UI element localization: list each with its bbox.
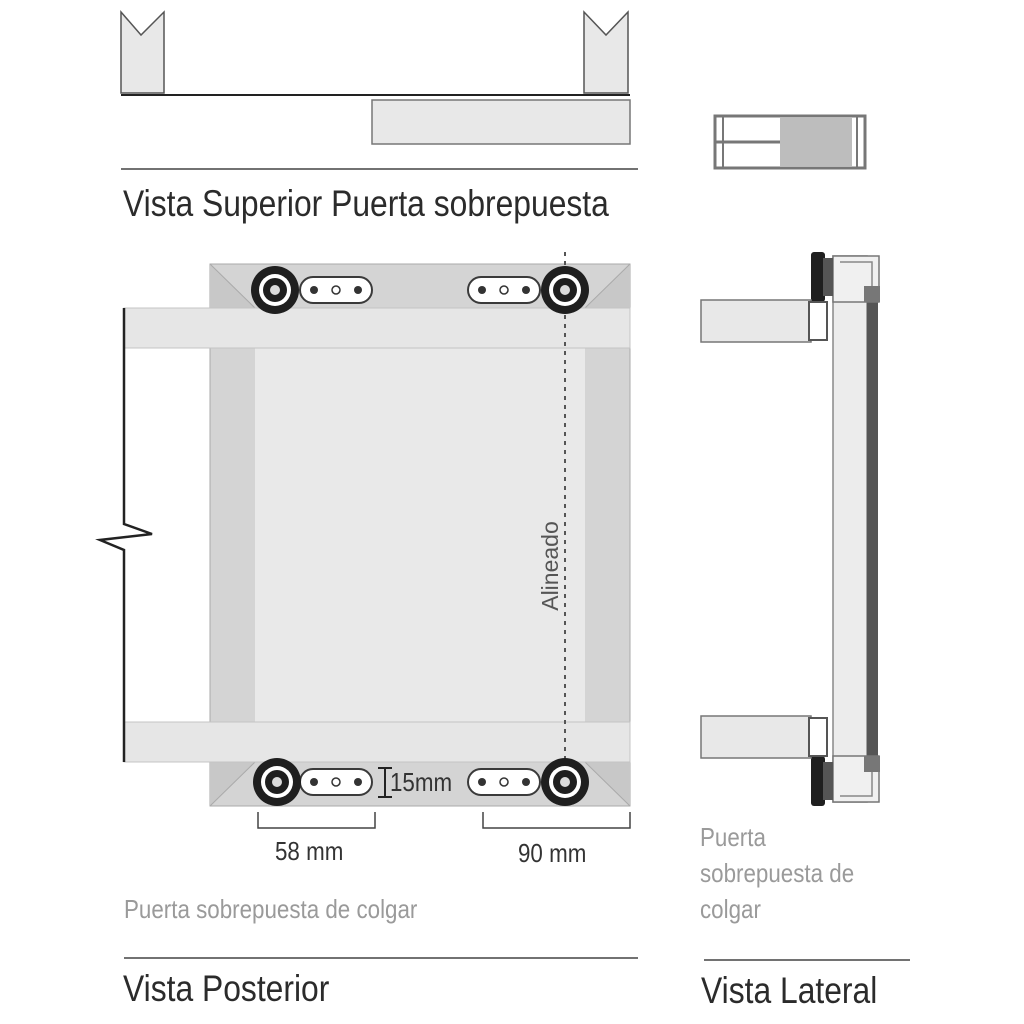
side-view-caption-line2: sobrepuesta de [700,858,855,888]
top-right-post [584,12,628,93]
dim-90mm-bracket [483,812,630,828]
bottom-left-wheel [253,758,301,806]
rear-view-title: Vista Posterior [123,968,330,1009]
top-right-wheel [541,266,589,314]
top-door-panel [372,100,630,144]
rear-door-panel [255,348,585,722]
side-view-caption-line1: Puerta [700,822,766,852]
bottom-right-wheel [541,758,589,806]
dim-58mm-bracket [258,812,375,828]
bottom-left-plate [300,769,372,795]
dim-15mm-label: 15mm [390,767,453,797]
side-door-edge [867,288,878,766]
side-bottom-wall [701,716,811,758]
top-left-post [121,12,164,93]
side-top-detail [715,116,865,168]
wall-break-line [100,308,152,762]
dim-58mm-label: 58 mm [275,836,344,866]
bottom-right-plate [468,769,540,795]
top-left-wheel [251,266,299,314]
side-view-caption-line3: colgar [700,894,761,924]
dim-90mm-label: 90 mm [518,838,587,868]
top-view-title: Vista Superior Puerta sobrepuesta [123,183,609,224]
top-right-plate [468,277,540,303]
side-door-plate [833,256,867,802]
rear-top-band [124,308,630,348]
side-view-drawing [701,252,910,960]
side-view-title: Vista Lateral [701,970,878,1011]
rear-view-caption: Puerta sobrepuesta de colgar [124,894,418,924]
top-left-plate [300,277,372,303]
aligned-label: Alineado [537,521,563,611]
side-top-wall [701,300,811,342]
top-view-drawing [121,12,638,169]
rear-bottom-band [124,722,630,762]
